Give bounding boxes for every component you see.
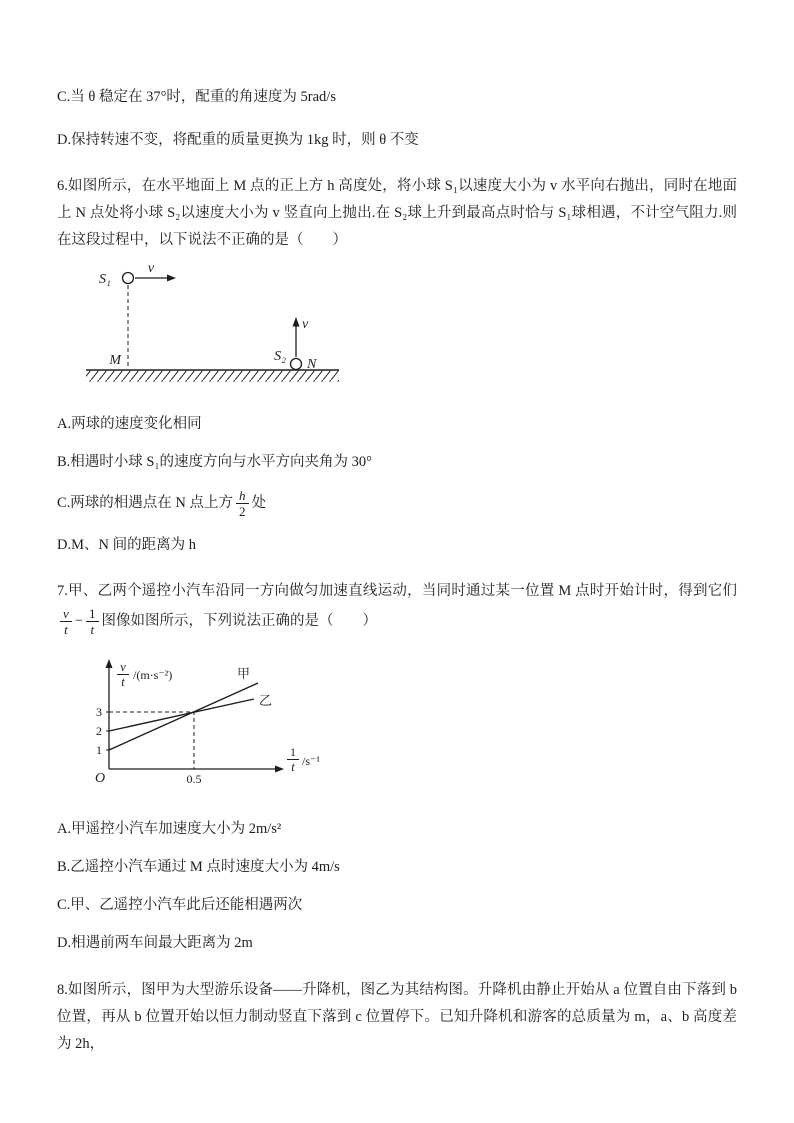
x-axis-arrowhead: [275, 766, 284, 773]
x-tick-label: 0.5: [186, 772, 202, 786]
q6-option-a: A.两球的速度变化相同: [57, 416, 202, 432]
y-label-frac-den: t: [121, 675, 125, 689]
y-axis-label: [117, 660, 172, 689]
label-n-point: N: [307, 357, 317, 372]
q7-option-d: D.相遇前两车间最大距离为 2m: [57, 935, 253, 951]
fraction-denominator: 2: [239, 504, 246, 519]
q6-option-b: B.相遇时小球 S₁的速度方向与水平方向夹角为 30°: [57, 454, 372, 470]
line-yi: [109, 699, 254, 731]
q6-stem: 6.如图所示，在水平地面上 M 点的正上方 h 高度处，将小球 S₁以速度大小为 v 水平向右抛出，同时在地面上 N 点处将小球 S₂以速度大小为 v 竖直向上抛出.在 S₂球上升到最高点时恰与 S₁球相遇，不计空气阻力.则在这段过程中，以下说法不正确的是（ ）: [57, 178, 737, 248]
q6-option-c-suffix: 处: [251, 494, 267, 511]
fraction-numerator: v: [60, 606, 72, 622]
q7-stem-prefix: 7.甲、乙两个遥控小汽车沿同一方向做匀加速直线运动，当同时通过某一位置 M 点时开始计时，得到它们: [57, 583, 737, 599]
x-axis-label: [287, 745, 320, 774]
fraction-v-over-t: [60, 606, 72, 637]
x-label-frac-num: 1: [290, 745, 296, 759]
ball-s1-group: [99, 261, 176, 287]
q6-option-d: D.M、N 间的距离为 h: [57, 537, 196, 553]
y-label-unit: /(m·s⁻²): [133, 668, 173, 682]
label-m-point: M: [109, 353, 121, 368]
origin-label: O: [94, 771, 106, 786]
label-s2: S₂: [274, 349, 286, 364]
line-jia-label: 甲: [237, 666, 251, 681]
q8-stem: 8.如图所示，图甲为大型游乐设备——升降机，图乙为其结构图。升降机由静止开始从 a 位置自由下落到 b 位置，再从 b 位置开始以恒力制动竖直下落到 c 位置停下。已知升降机和游客的总质量为 m，a、b 高度差为 2h，: [57, 982, 737, 1052]
x-label-unit: /s⁻¹: [302, 754, 320, 768]
q7-options: [57, 817, 737, 955]
q7-stem: [57, 577, 737, 637]
q6-options: [57, 412, 737, 557]
y-tick-label-1: 1: [96, 743, 102, 757]
question-8: [57, 977, 737, 1058]
y-tick-label-3: 3: [96, 705, 102, 719]
fraction-numerator: 1: [86, 606, 99, 622]
ball-s2-group: [274, 317, 317, 372]
label-s2-velocity: v: [302, 317, 309, 332]
fraction-denominator: t: [90, 622, 95, 637]
q5-option-c: C.当 θ 稳定在 37°时，配重的角速度为 5rad/s: [57, 89, 336, 105]
y-label-frac-num: v: [120, 660, 126, 674]
ball-s2: [291, 359, 302, 370]
y-tick-label-2: 2: [96, 724, 102, 738]
q7-option-b: B.乙遥控小汽车通过 M 点时速度大小为 4m/s: [57, 859, 340, 875]
ball-s1: [123, 273, 134, 284]
q6-option-c: [57, 488, 737, 519]
y-axis-arrowhead: [106, 659, 113, 668]
fraction-numerator: h: [236, 488, 249, 504]
line-yi-label: 乙: [259, 693, 273, 708]
question-7: [57, 577, 737, 955]
minus-operator: −: [74, 612, 83, 629]
label-s1: S₁: [99, 272, 111, 287]
label-s1-velocity: v: [147, 261, 155, 276]
fraction-1-over-t: [86, 606, 99, 637]
q7-vt-graph: [71, 649, 336, 801]
q7-stem-suffix: 图像如图所示，下列说法正确的是（ ）: [101, 612, 378, 629]
q7-option-a: A.甲遥控小汽车加速度大小为 2m/s²: [57, 821, 282, 837]
line-jia: [109, 683, 258, 750]
q5-option-d: D.保持转速不变，将配重的质量更换为 1kg 时，则 θ 不变: [57, 132, 419, 148]
question-6: [57, 173, 737, 557]
s2-velocity-arrowhead: [293, 317, 300, 327]
fraction-denominator: t: [64, 622, 68, 637]
s1-velocity-arrowhead: [167, 275, 176, 282]
fraction-h-over-2: [236, 488, 249, 519]
q6-option-c-prefix: C.两球的相遇点在 N 点上方: [57, 494, 234, 511]
q7-option-c: C.甲、乙遥控小汽车此后还能相遇两次: [57, 897, 303, 913]
ground-hatching: [86, 371, 339, 382]
q6-projectile-figure: [83, 260, 373, 398]
dashed-guides: [109, 712, 194, 769]
x-label-frac-den: t: [291, 760, 295, 774]
